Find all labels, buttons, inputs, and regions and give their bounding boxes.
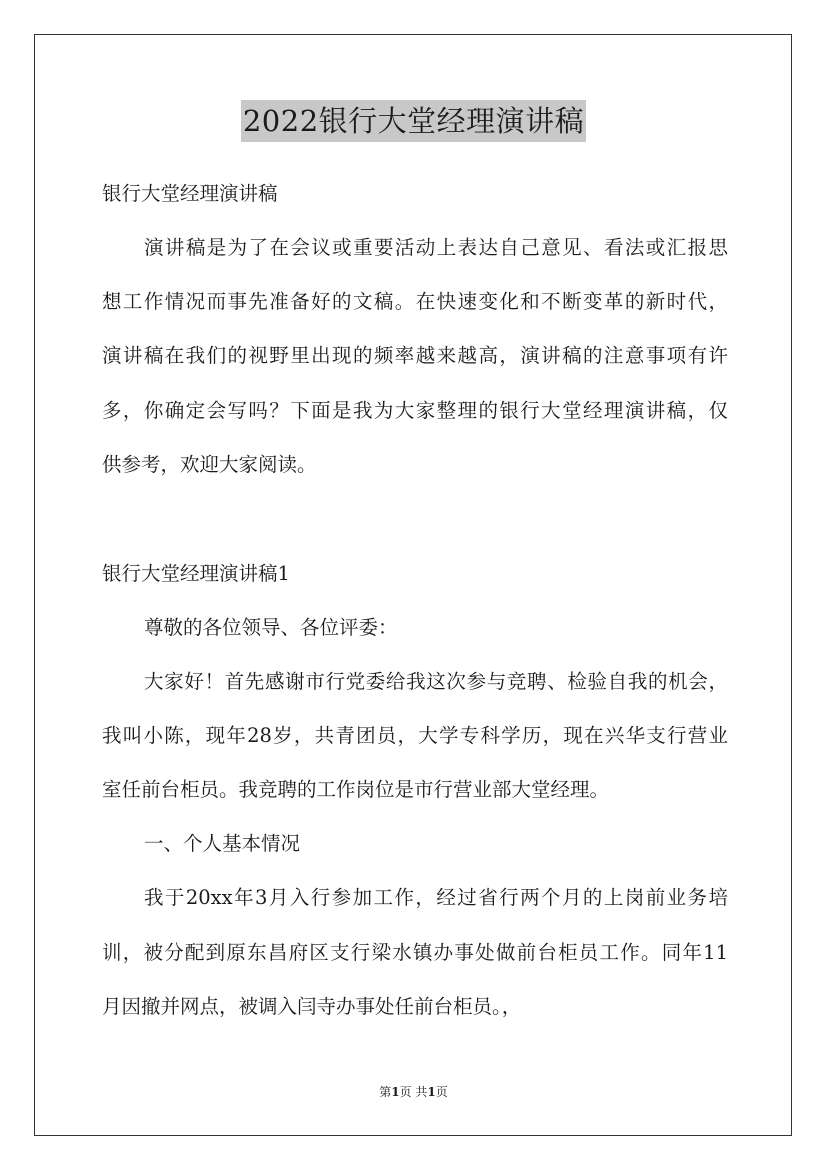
paragraph-line: 演讲稿在我们的视野里出现的频率越来越高，演讲稿的注意事项有许	[102, 344, 728, 367]
salutation-line: 尊敬的各位领导、各位评委：	[144, 616, 398, 639]
paragraph-line: 演讲稿是为了在会议或重要活动上表达自己意见、看法或汇报思	[144, 236, 728, 259]
paragraph-line: 多，你确定会写吗？下面是我为大家整理的银行大堂经理演讲稿，仅	[102, 399, 728, 422]
paragraph-line: 供参考，欢迎大家阅读。	[102, 453, 317, 476]
page-total: 1	[427, 1085, 436, 1099]
paragraph-line: 想工作情况而事先准备好的文稿。在快速变化和不断变革的新时代，	[102, 290, 728, 313]
page-prefix: 第	[379, 1085, 392, 1099]
paragraph-line: 室任前台柜员。我竞聘的工作岗位是市行营业部大堂经理。	[102, 778, 610, 801]
paragraph-line: 训，被分配到原东昌府区支行梁水镇办事处做前台柜员工作。同年11	[102, 941, 728, 964]
page-current: 1	[391, 1085, 400, 1099]
section-heading: 银行大堂经理演讲稿1	[102, 562, 290, 585]
page-footer	[0, 1084, 827, 1100]
paragraph-line: 我于20xx年3月入行参加工作，经过省行两个月的上岗前业务培	[144, 886, 728, 909]
paragraph-line: 大家好！首先感谢市行党委给我这次参与竞聘、检验自我的机会，	[144, 670, 728, 693]
subtitle-heading: 银行大堂经理演讲稿	[102, 182, 278, 205]
title-container	[0, 100, 827, 142]
paragraph-line: 月因撤并网点，被调入闫寺办事处任前台柜员。，	[102, 995, 522, 1018]
page-mid: 页 共	[399, 1085, 428, 1099]
document-title: 2022银行大堂经理演讲稿	[241, 100, 586, 142]
paragraph-line: 我叫小陈，现年28岁，共青团员，大学专科学历，现在兴华支行营业	[102, 724, 728, 747]
subsection-heading: 一、个人基本情况	[144, 832, 301, 855]
page-suffix: 页	[435, 1085, 448, 1099]
